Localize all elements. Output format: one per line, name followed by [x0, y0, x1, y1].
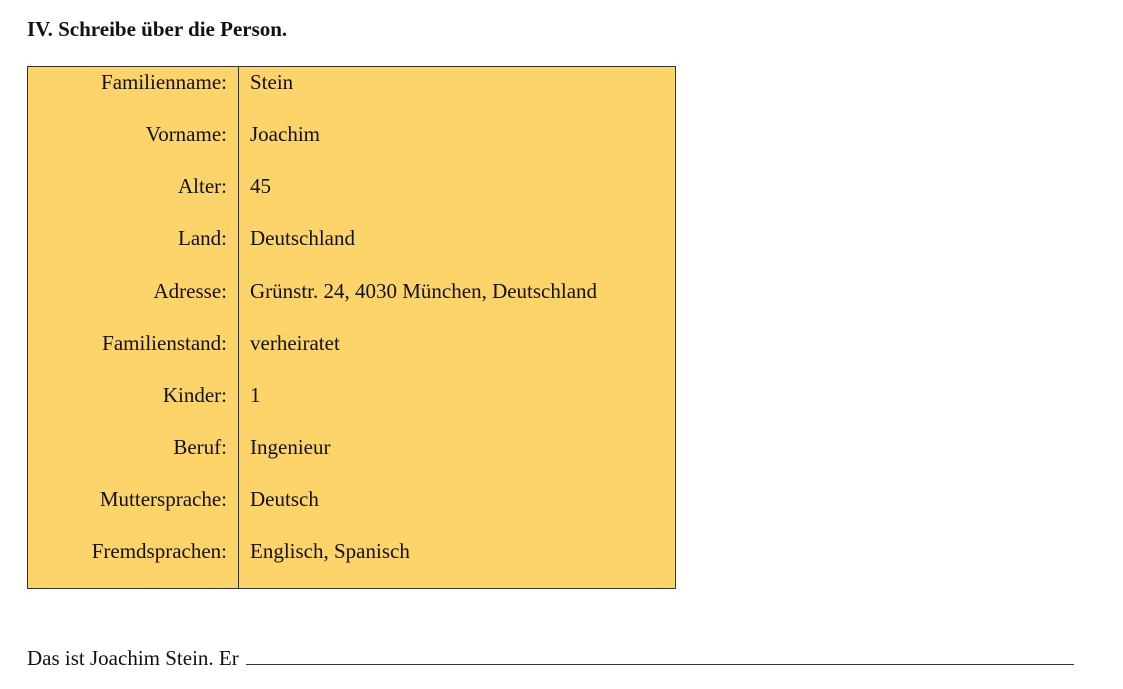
- table-row-adresse: [28, 276, 675, 306]
- row-value: Ingenieur: [250, 435, 331, 459]
- table-row-beruf: [28, 432, 675, 462]
- table-row-vorname: [28, 119, 675, 149]
- table-row-kinder: [28, 380, 675, 410]
- row-value: 1: [250, 383, 261, 407]
- row-value: Joachim: [250, 122, 320, 146]
- person-info-table: [27, 66, 676, 589]
- table-row-familienstand: [28, 328, 675, 358]
- row-value: Stein: [250, 70, 294, 94]
- row-value: 45: [250, 174, 271, 198]
- row-label: Land:: [178, 226, 227, 250]
- row-label: Alter:: [178, 174, 227, 198]
- row-label: Familienstand:: [102, 331, 227, 355]
- row-label: Muttersprache:: [99, 487, 227, 511]
- row-value: Deutsch: [250, 487, 319, 511]
- answer-blank-line[interactable]: [246, 642, 1074, 665]
- exercise-heading: IV. Schreibe über die Person.: [27, 17, 288, 41]
- table-row-fremdsprachen: [28, 536, 675, 566]
- row-label: Vorname:: [145, 122, 227, 146]
- row-label: Fremdsprachen:: [91, 539, 227, 563]
- row-label: Familienname:: [101, 70, 227, 94]
- row-value: Grünstr. 24, 4030 München, Deutschland: [250, 279, 598, 303]
- table-row-muttersprache: [28, 484, 675, 514]
- sentence-start: Das ist Joachim Stein. Er: [27, 646, 239, 670]
- row-label: Kinder:: [162, 383, 227, 407]
- row-value: verheiratet: [250, 331, 340, 355]
- row-value: Deutschland: [250, 226, 355, 250]
- row-label: Beruf:: [173, 435, 227, 459]
- table-row-familienname: [28, 67, 675, 97]
- row-value: Englisch, Spanisch: [250, 539, 410, 563]
- table-row-land: [28, 223, 675, 253]
- table-row-alter: [28, 171, 675, 201]
- writing-prompt: [27, 642, 1074, 673]
- row-label: Adresse:: [153, 279, 227, 303]
